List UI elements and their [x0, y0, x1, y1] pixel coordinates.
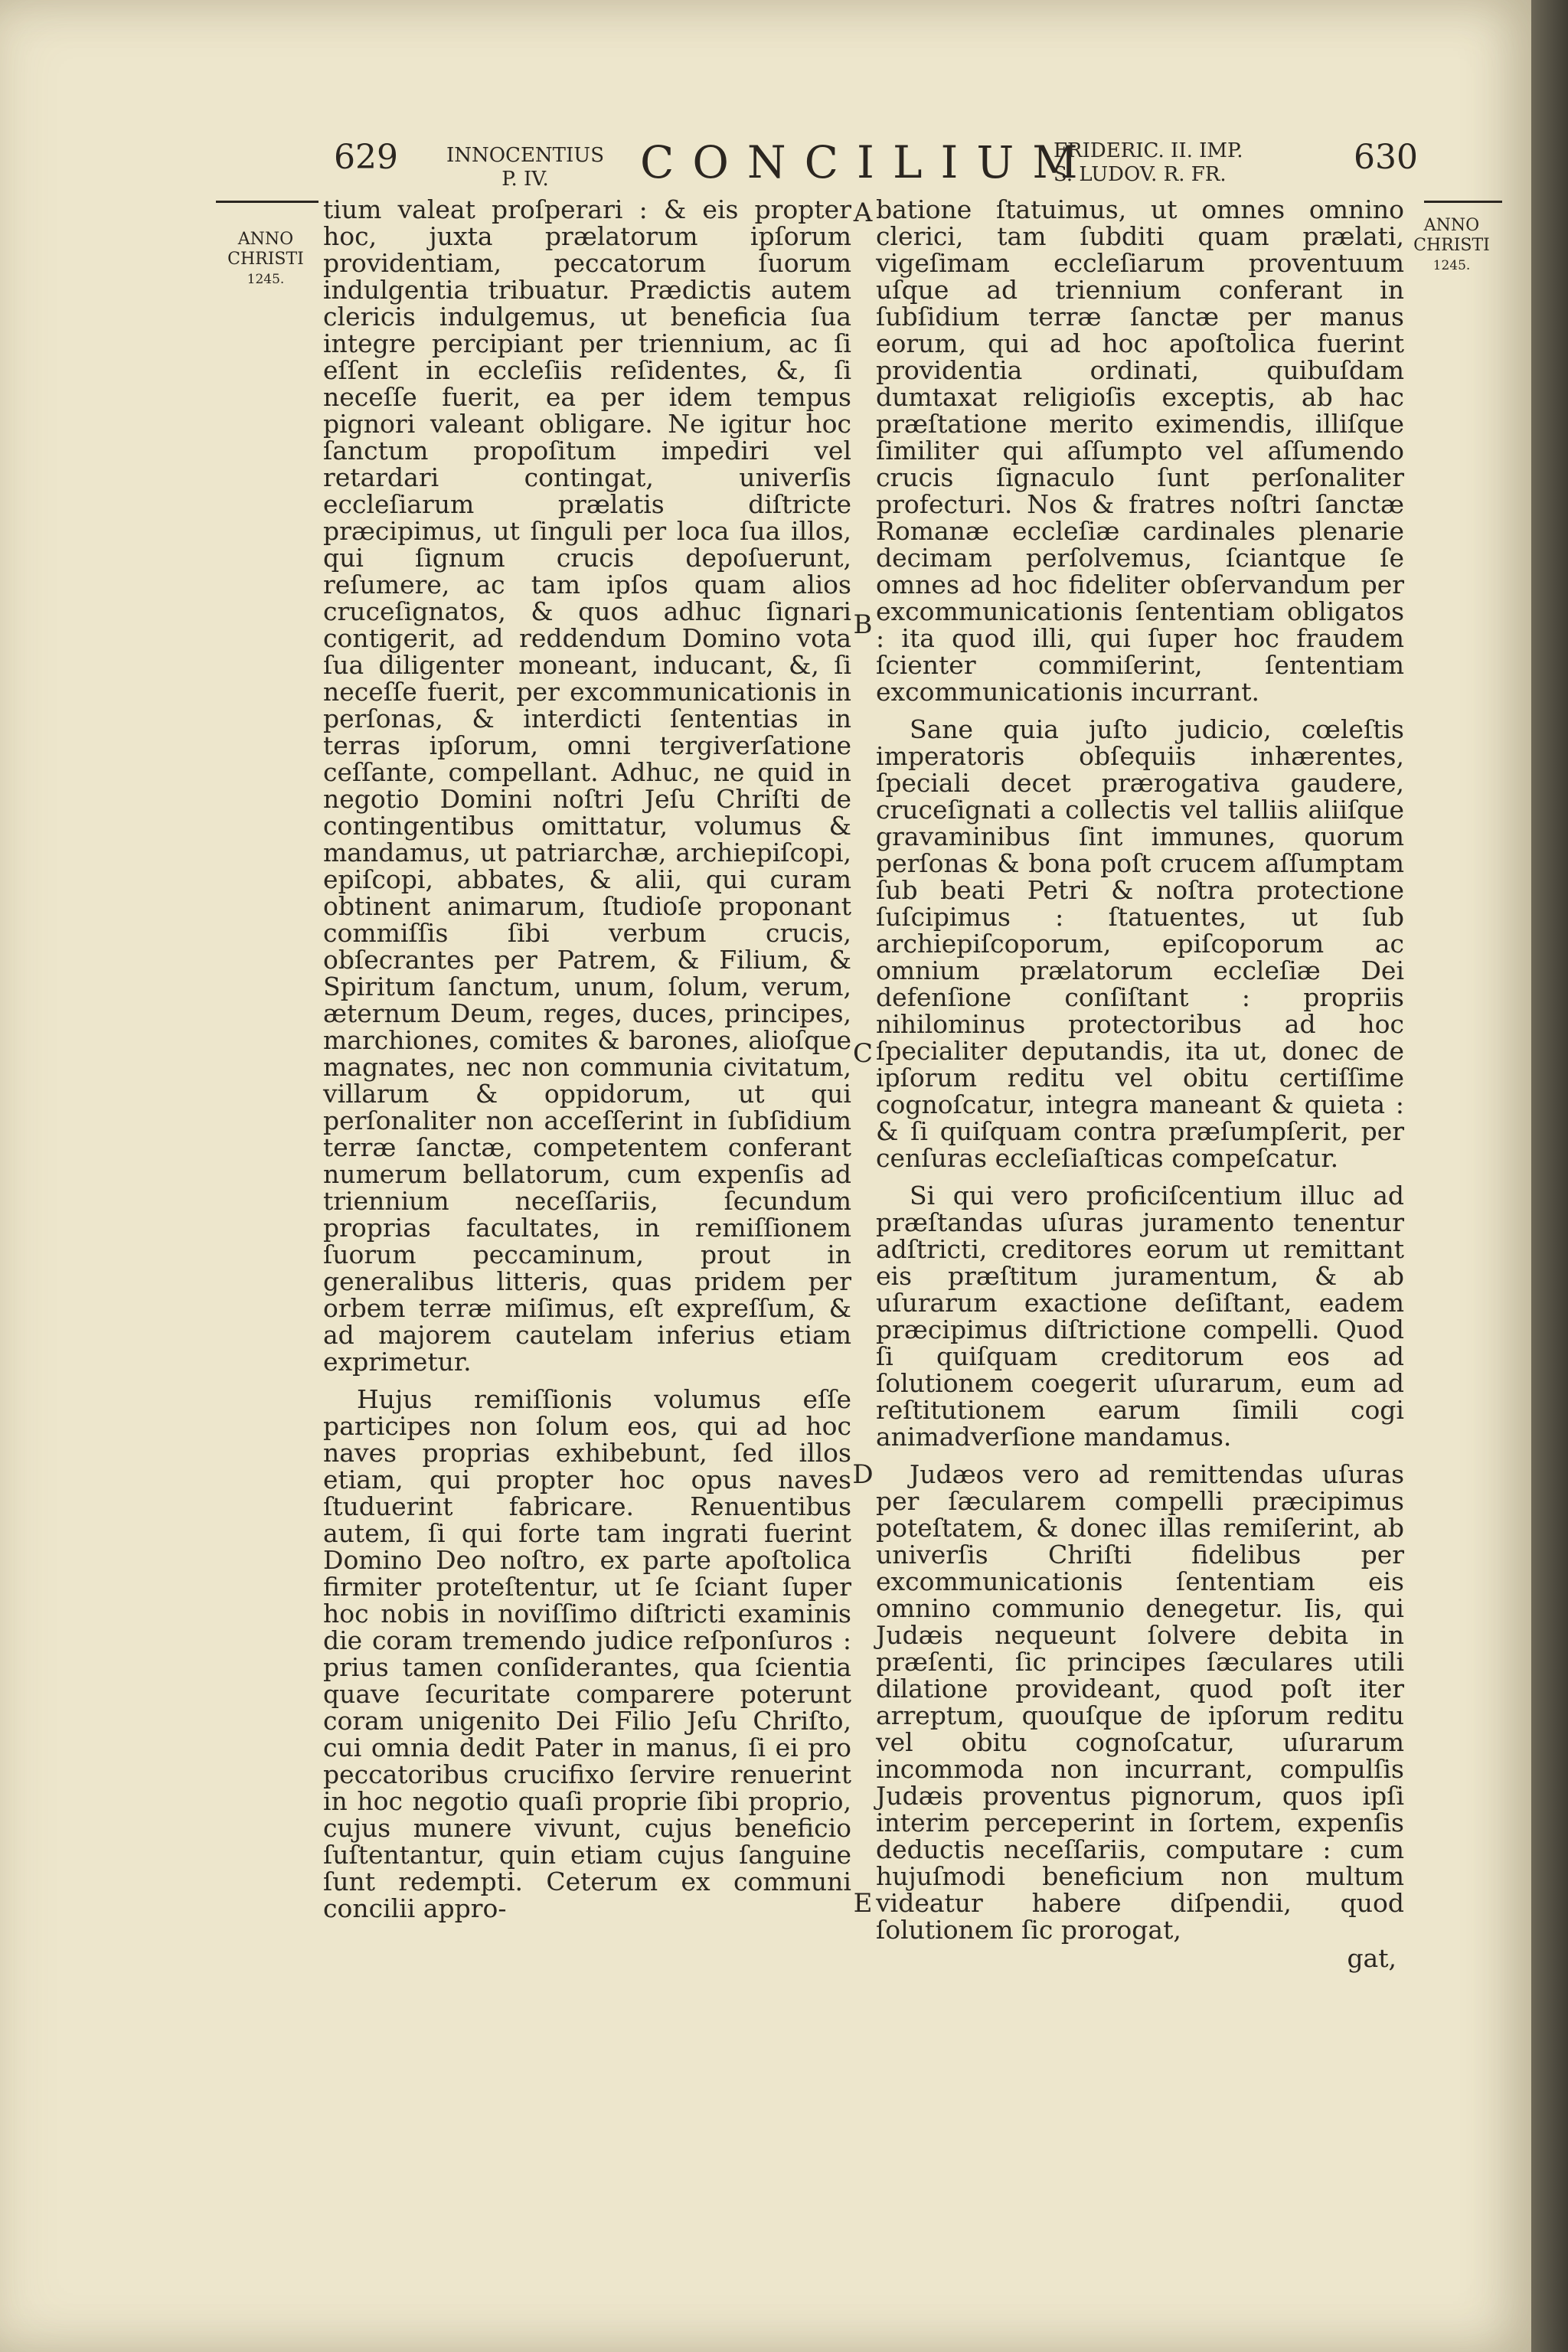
book-edge	[1531, 0, 1568, 2352]
running-head-right-line: S. LUDOV. R. FR.	[1054, 163, 1227, 186]
paragraph: Sane quia juſto judicio, cœleſtis imperatoris obſequiis inhærentes, ſpeciali decet prærogativa gaudere, cruceſignati a collectis vel talliis aliiſque gravaminibus ſint immunes, quorum perſonas & bona poſt crucem aſſumptam ſub beati Petri & noſtra protectione ſuſcipimus : ſtatuentes, ut ſub archiepiſcoporum, epiſcoporum ac omnium prælatorum eccleſiæ Dei defenſione conſiſtant : propriis nihilominus protectoribus ad hoc ſpecialiter deputandis, ita ut, donec de ipſorum reditu vel obitu certiſſime cognoſcatur, integra maneant & quieta : & ſi quiſquam contra præſumpſerit, per cenſuras eccleſiaſticas compeſcatur.	[876, 714, 1404, 1173]
margin-note-line: ANNO	[237, 230, 294, 249]
paragraph: tium valeat proſperari : & eis propter hoc, juxta prælatorum ipſorum providentiam, peccatorum ſuorum indulgentia tribuatur. Prædictis autem clericis indulgemus, ut beneficia ſua integre percipiant per triennium, ac ſi eſſent in eccleſiis reſidentes, &, ſi neceſſe fuerit, ea per idem tempus pignori valeant obligare. Ne igitur hoc ſanctum propoſitum impediri vel retardari contingat, univerſis eccleſiarum prælatis diſtricte præcipimus, ut ſinguli per loca ſua illos, qui ſignum crucis depoſuerunt, reſumere, ac tam ipſos quam alios cruceſignatos, & quos adhuc ſignari contigerit, ad reddendum Domino vota ſua diligenter moneant, inducant, &, ſi neceſſe fuerit, per excommunicationis in perſonas, & interdicti ſententias in terras ipſorum, omni tergiverſatione ceſſante, compellant. Adhuc, ne quid in negotio Domini noſtri Jeſu Chriſti de contingentibus omittatur, volumus & mandamus, ut patriarchæ, archiepiſcopi, epiſcopi, abbates, & alii, qui curam obtinent animarum, ſtudioſe proponant commiſſis ſibi verbum crucis, obſecrantes per Patrem, & Filium, & Spiritum ſanctum, unum, ſolum, verum, æternum Deum, reges, duces, principes, marchiones, comites & barones, alioſque magnates, nec non communia civitatum, villarum & oppidorum, ut qui perſonaliter non acceſſerint in ſubſidium terræ ſanctæ, competentem conferant numerum bellatorum, cum expenſis ad triennium neceſſariis, ſecundum proprias facultates, in remiſſionem ſuorum peccaminum, prout in generalibus litteris, quas pridem per orbem terræ miſimus, eſt expreſſum, & ad majorem cautelam inferius etiam exprimetur.	[323, 194, 851, 1377]
catchword: gat,	[1347, 1943, 1396, 1973]
section-mark-e: E	[853, 1888, 873, 1919]
text-column-right	[876, 196, 1404, 1971]
margin-note-right	[1406, 216, 1498, 276]
running-head-right-line: FRIDERIC. II. IMP.	[1054, 139, 1243, 162]
paragraph: Hujus remiſſionis volumus eſſe participes non ſolum eos, qui ad hoc naves proprias exhibebunt, ſed illos etiam, qui propter hoc opus naves ſtuduerint fabricare. Renuentibus autem, ſi qui forte tam ingrati fuerint Domino Deo noſtro, ex parte apoſtolica firmiter proteſtentur, ut ſe ſciant ſuper hoc nobis in noviſſimo diſtricti examinis die coram tremendo judice reſponſuros : prius tamen conſiderantes, qua ſcientia quave ſecuritate comparere poterunt coram unigenito Dei Filio Jeſu Chriſto, cui omnia dedit Pater in manus, ſi ei pro peccatoribus crucifixo ſervire renuerint in hoc negotio quaſi proprie ſibi proprio, cujus munere vivunt, cujus beneficio ſuſtentantur, quin etiam cujus ſanguine ſunt redempti. Ceterum ex communi concilii appro-	[323, 1384, 851, 1923]
paragraph: Si qui vero proficiſcentium illuc ad præſtandas uſuras juramento tenentur adſtricti, creditores eorum ut remittant eis præſtitum juramentum, & ab uſurarum exactione deſiſtant, eadem præcipimus diſtrictione compelli. Quod ſi quiſquam creditorum eos ad ſolutionem coegerit uſurarum, eum ad reſtitutionem earum ſimili cogi animadverſione mandamus.	[876, 1181, 1404, 1452]
page-number-left: 629	[334, 138, 398, 177]
page-title: CONCILIUM	[640, 136, 1096, 188]
section-mark-a: A	[853, 198, 873, 228]
running-head-right	[1054, 139, 1243, 187]
paragraph: Judæos vero ad remittendas uſuras per ſæcularem compelli præcipimus poteſtatem, & donec illas remiſerint, ab univerſis Chriſti fidelibus per excommunicationis ſententiam eis omnino communio denegetur. Iis, qui Judæis nequeunt ſolvere debita in præſenti, ſic principes ſæculares utili dilatione provideant, quod poſt iter arreptum, quouſque de ipſorum reditu vel obitu cognoſcatur, uſurarum incommoda non incurrant, compulſis Judæis proventus pignorum, quos ipſi interim perceperint in ſortem, expenſis deductis neceſſariis, computare : cum hujuſmodi beneficium non multum videatur habere diſpendii, quod ſolutionem ſic prorogat,	[876, 1459, 1404, 1945]
margin-rule-left	[216, 201, 318, 203]
text-column-left	[323, 196, 851, 1932]
margin-note-line: CHRISTI	[1413, 236, 1490, 255]
section-mark-c: C	[852, 1038, 873, 1069]
running-head-left-line: INNOCENTIUS	[446, 144, 605, 167]
section-mark-b: B	[853, 609, 873, 640]
section-mark-d: D	[852, 1459, 874, 1490]
margin-note-line: ANNO	[1423, 216, 1480, 235]
margin-note-year: 1245.	[1432, 258, 1471, 273]
margin-note-left	[216, 230, 315, 289]
paragraph: batione ſtatuimus, ut omnes omnino clerici, tam ſubditi quam prælati, vigeſimam eccleſiarum proventuum uſque ad triennium conferant in ſubſidium terræ ſanctæ per manus eorum, qui ad hoc apoſtolica fuerint providentia ordinati, quibuſdam dumtaxat religioſis exceptis, ab hac præſtatione merito eximendis, illiſque ſimiliter qui aſſumpto vel aſſumendo crucis ſignaculo ſunt perſonaliter profecturi. Nos & fratres noſtri ſanctæ Romanæ eccleſiæ cardinales plenarie decimam perſolvemus, ſciantque ſe omnes ad hoc fideliter obſervandum per excommunicationis ſententiam obligatos : ita quod illi, qui ſuper hoc fraudem ſcienter commiſerint, ſententiam excommunicationis incurrant.	[876, 194, 1404, 707]
margin-note-year: 1245.	[247, 272, 285, 287]
running-head-left-line: P. IV.	[501, 168, 549, 191]
margin-rule-right	[1424, 201, 1502, 203]
running-head-left	[433, 144, 617, 191]
page-number-right: 630	[1354, 138, 1418, 177]
margin-note-line: CHRISTI	[227, 250, 304, 269]
